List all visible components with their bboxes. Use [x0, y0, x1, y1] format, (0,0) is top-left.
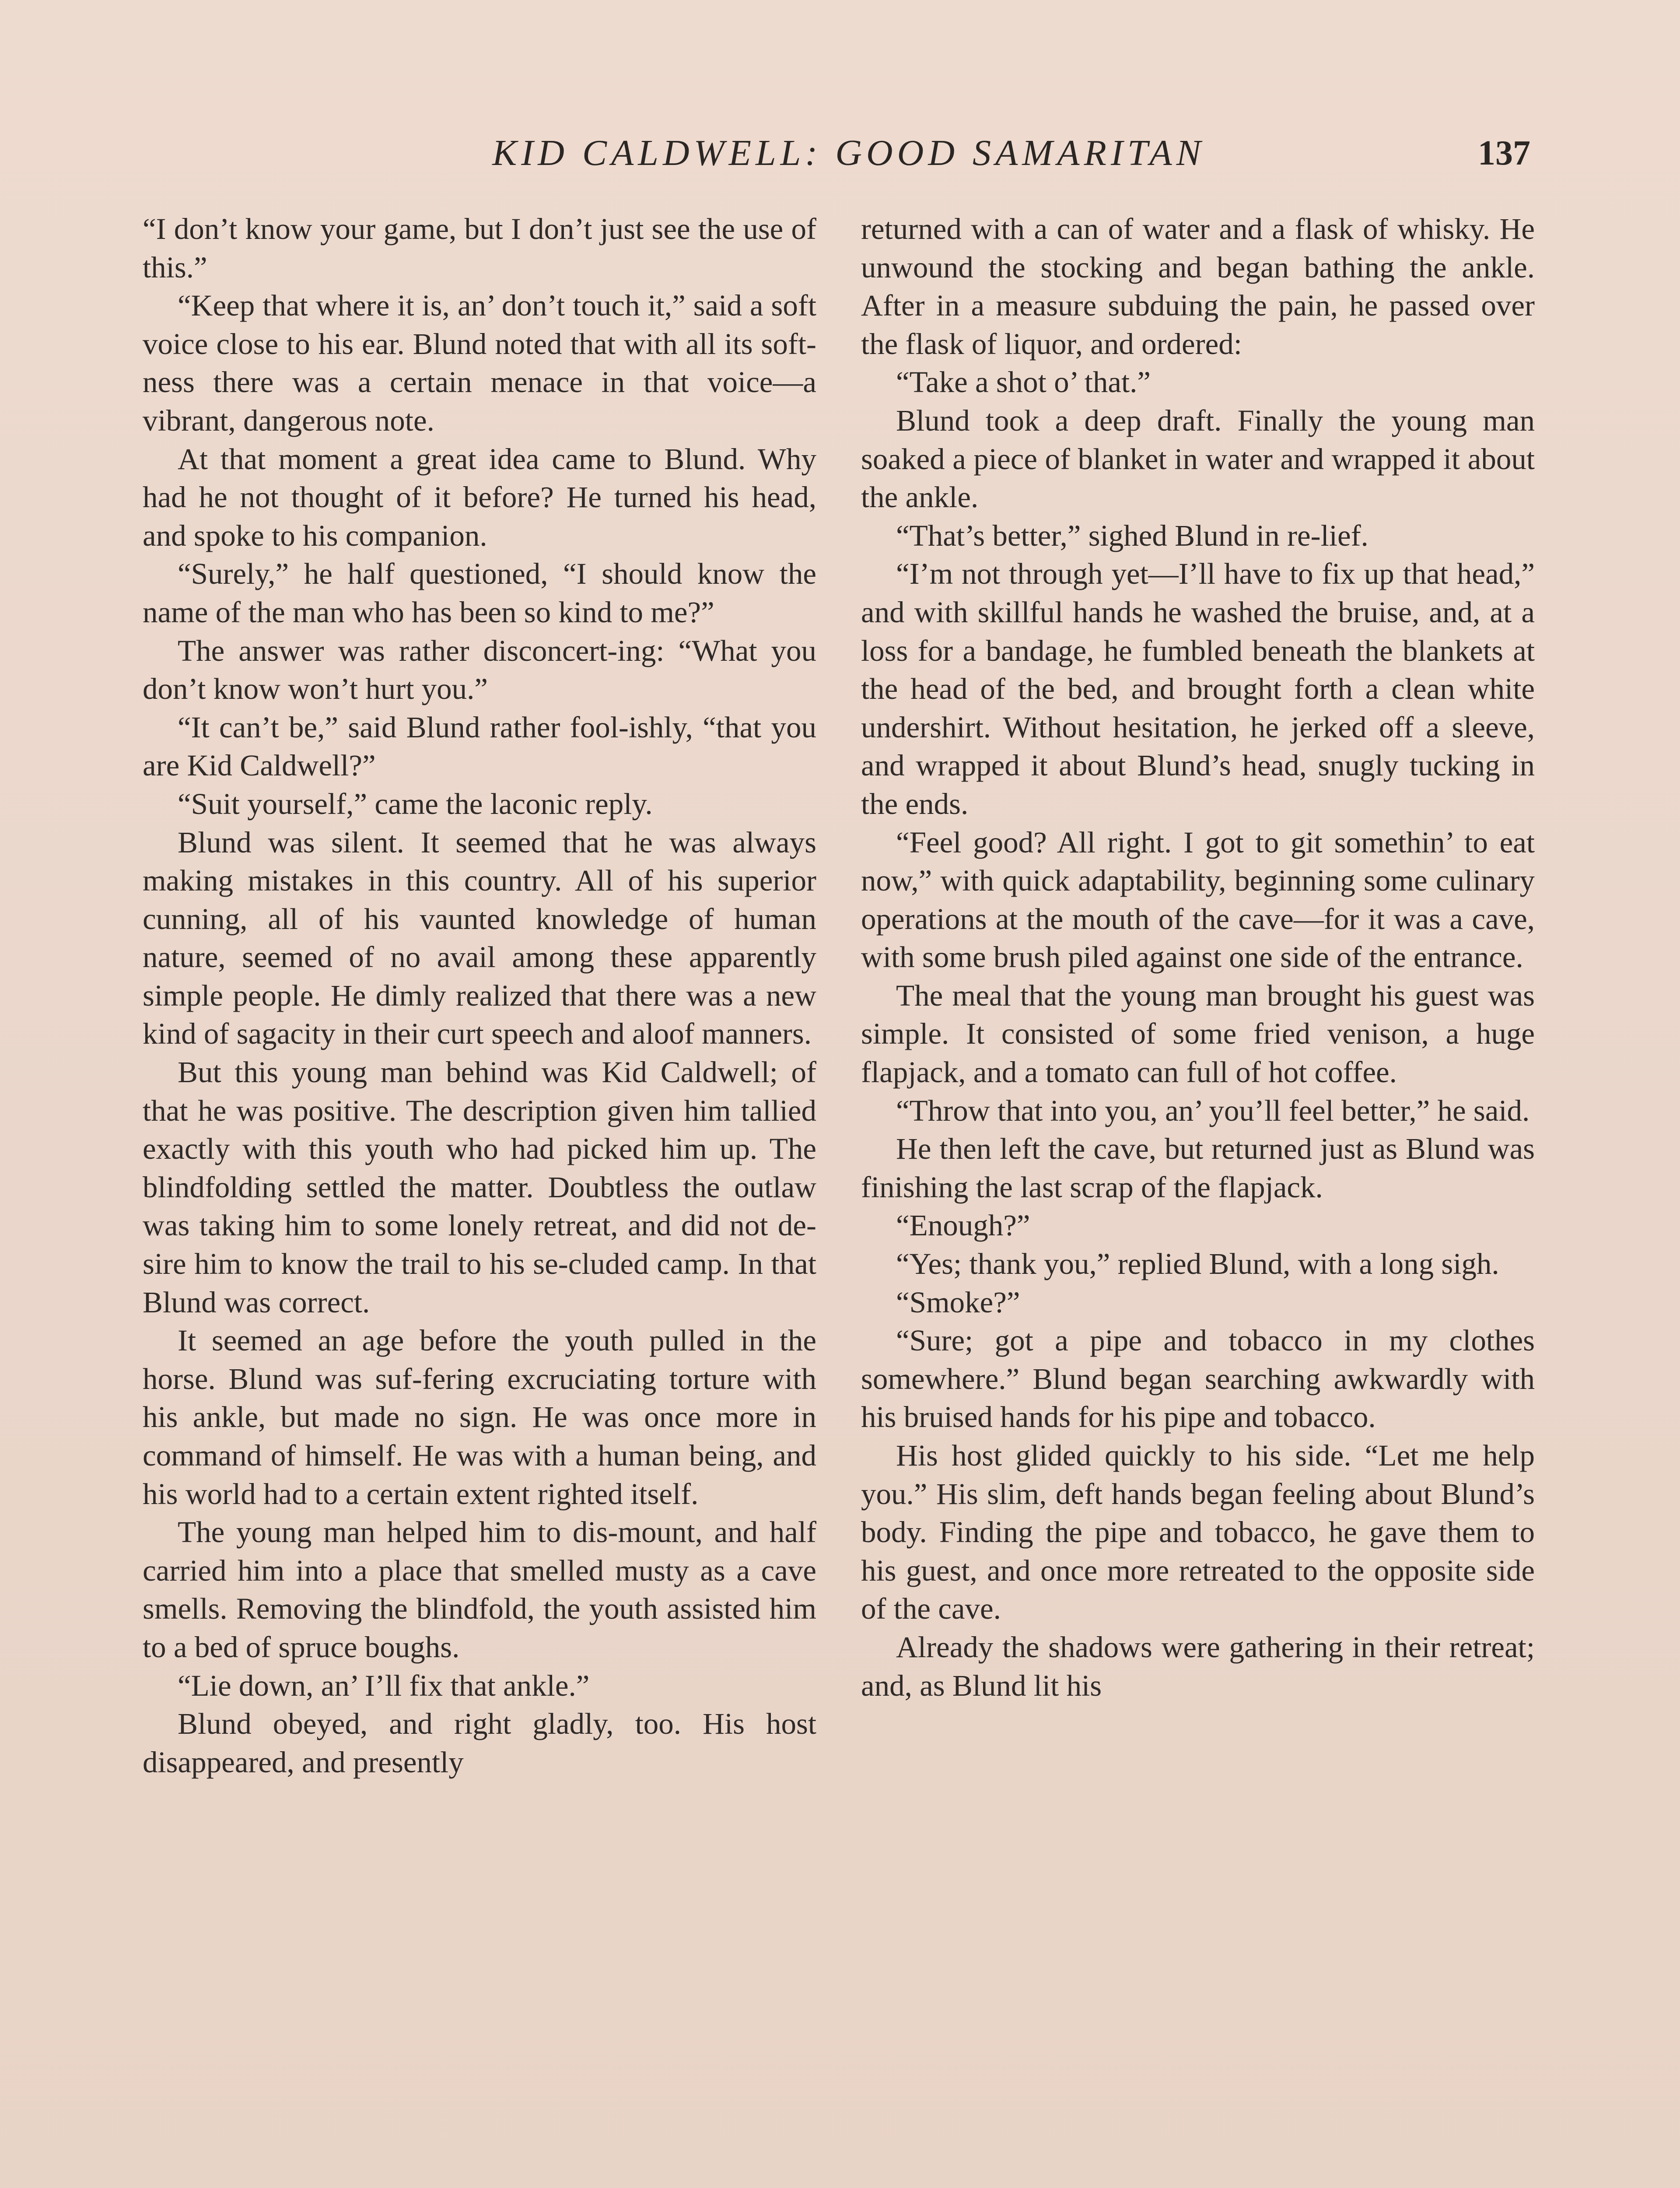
- paragraph: “It can’t be,” said Blund rather fool-ishly, “that you are Kid Caldwell?”: [143, 710, 816, 782]
- paragraph: “That’s better,” sighed Blund in re-lief.: [896, 519, 1368, 552]
- paragraph: “I don’t know your game, but I don’t just see the use of this.”: [143, 212, 816, 284]
- paragraph: “Lie down, an’ I’ll fix that ankle.”: [178, 1669, 590, 1702]
- left-text-column: [143, 210, 816, 2188]
- paragraph: “Feel good? All right. I got to git somethin’ to eat now,” with quick adaptability, beginning some culinary operations at the mouth of the cave—for it was a cave, with some brush piled against one side of the entrance.: [861, 825, 1535, 974]
- paragraph: At that moment a great idea came to Blund. Why had he not thought of it before? He turned his head, and spoke to his companion.: [143, 442, 816, 552]
- paragraph: The meal that the young man brought his guest was simple. It consisted of some fried venison, a huge flapjack, and a tomato can full of hot coffee.: [861, 978, 1535, 1089]
- paragraph: “I’m not through yet—I’ll have to fix up that head,” and with skillful hands he washed the bruise, and, at a loss for a bandage, he fumbled beneath the blankets at the head of the bed, and brought forth a clean white undershirt. Without hesitation, he jerked off a sleeve, and wrapped it about Blund’s head, snugly tucking in the ends.: [861, 557, 1535, 820]
- paragraph: The young man helped him to dis-mount, and half carried him into a place that smelled musty as a cave smells. Removing the blindfold, the youth assisted him to a bed of spruce boughs.: [143, 1515, 816, 1664]
- paragraph: “Sure; got a pipe and tobacco in my clothes somewhere.” Blund began searching awkwardly with his bruised hands for his pipe and tobacco.: [861, 1324, 1535, 1434]
- paragraph: Blund obeyed, and right gladly, too. His host disappeared, and presently: [143, 1707, 816, 1779]
- paragraph: He then left the cave, but returned just as Blund was finishing the last scrap of the flapjack.: [861, 1132, 1535, 1204]
- paragraph: It seemed an age before the youth pulled in the horse. Blund was suf-fering excruciating torture with his ankle, but made no sign. He was once more in command of himself. He was with a human being, and his world had to a certain extent righted itself.: [143, 1324, 816, 1511]
- right-text-column: [861, 210, 1535, 2188]
- paragraph: Already the shadows were gathering in their retreat; and, as Blund lit his: [861, 1630, 1535, 1702]
- paragraph: The answer was rather disconcert-ing: “What you don’t know won’t hurt you.”: [143, 634, 816, 706]
- paragraph: Blund was silent. It seemed that he was always making mistakes in this country. All of his superior cunning, all of his vaunted knowledge of human nature, seemed of no avail among these apparently simple people. He dimly realized that there was a new kind of sagacity in their curt speech and aloof manners.: [143, 825, 816, 1051]
- paragraph: “Surely,” he half questioned, “I should know the name of the man who has been so kind to me?”: [143, 557, 816, 629]
- page-number: 137: [1478, 134, 1530, 172]
- paragraph: returned with a can of water and a flask of whisky. He unwound the stocking and began bathing the ankle. After in a measure subduing the pain, he passed over the flask of liquor, and ordered:: [861, 212, 1535, 361]
- paragraph: “Keep that where it is, an’ don’t touch it,” said a soft voice close to his ear. Blund noted that with all its soft-ness there was a certain menace in that voice—a vibrant, dangerous note.: [143, 289, 816, 437]
- paragraph: “Suit yourself,” came the laconic reply.: [178, 787, 653, 820]
- paragraph: But this young man behind was Kid Caldwell; of that he was positive. The description given him tallied exactly with this youth who had picked him up. The blindfolding settled the matter. Doubtless the outlaw was taking him to some lonely retreat, and did not de-sire him to know the trail to his se-cluded camp. In that Blund was correct.: [143, 1055, 816, 1319]
- paragraph: “Smoke?”: [896, 1285, 1020, 1319]
- paragraph: His host glided quickly to his side. “Let me help you.” His slim, deft hands began feeling about Blund’s body. Finding the pipe and tobacco, he gave them to his guest, and once more retreated to the opposite side of the cave.: [861, 1439, 1535, 1626]
- running-head: [0, 127, 1680, 179]
- running-title: KID CALDWELL: GOOD SAMARITAN: [492, 133, 1205, 173]
- paragraph: “Yes; thank you,” replied Blund, with a long sigh.: [896, 1247, 1499, 1281]
- paragraph: “Throw that into you, an’ you’ll feel better,” he said.: [896, 1094, 1530, 1127]
- paragraph: “Enough?”: [896, 1209, 1030, 1242]
- paragraph: “Take a shot o’ that.”: [896, 365, 1151, 399]
- paragraph: Blund took a deep draft. Finally the young man soaked a piece of blanket in water and wrapped it about the ankle.: [861, 403, 1535, 514]
